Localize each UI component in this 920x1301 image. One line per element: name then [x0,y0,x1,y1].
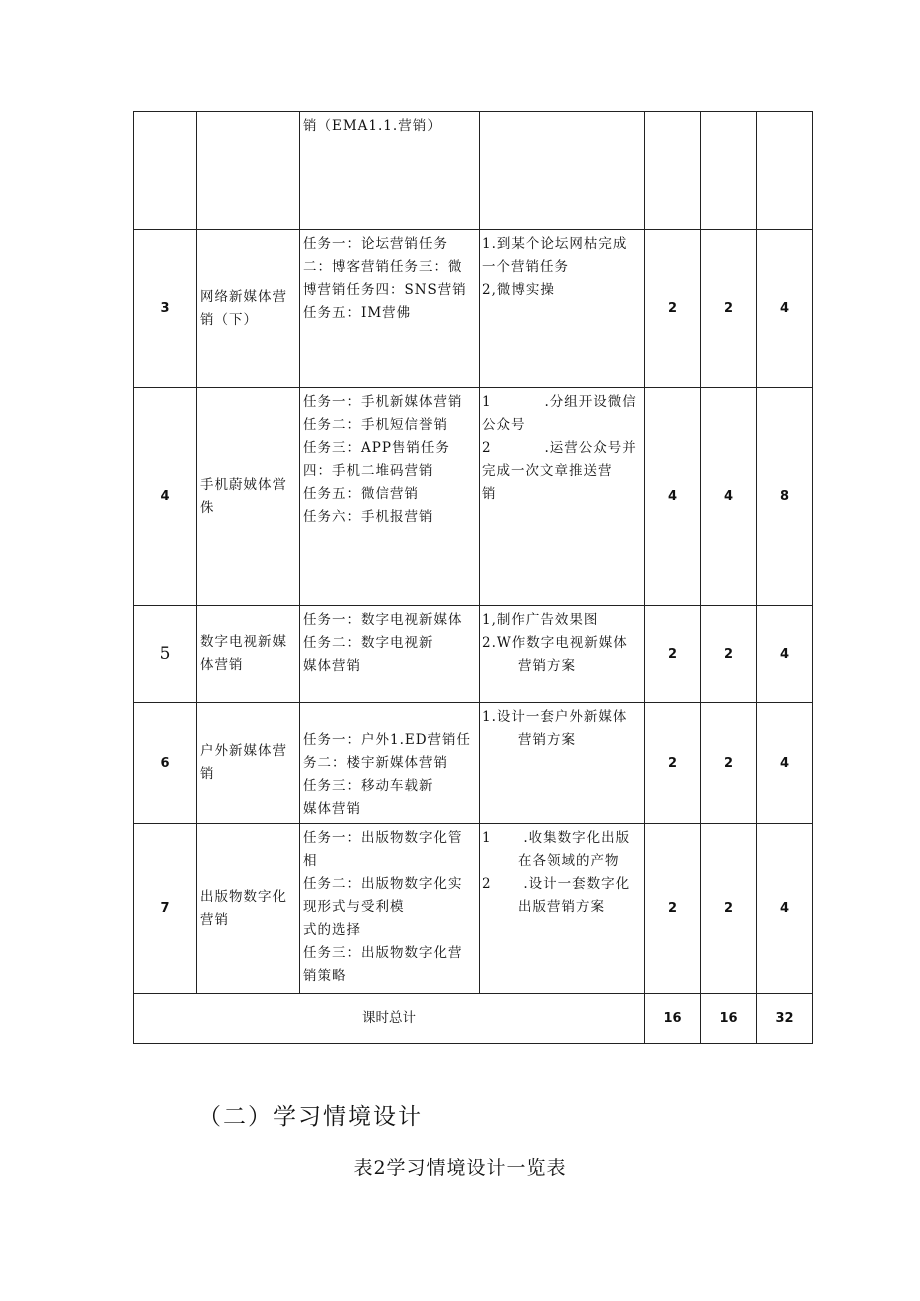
task-line: 任务二：手机短信誉销 [303,417,448,433]
table-row [134,703,813,824]
project-line: 营销方案 [518,732,576,748]
task-line: 任务六：手机报营销 [303,509,434,525]
module-name: 手机蔚娀体営侏 [197,388,300,606]
task-line: 任务五：微信营销 [303,486,419,502]
project-line: 公众号 [482,417,526,433]
project-line: 2.W作数字电视新媒体 [482,635,628,651]
row-number: 7 [134,824,197,994]
project-list [480,388,645,606]
task-line: 式的选择 [303,922,361,938]
task-list [300,824,480,994]
project-line: 销 [482,486,497,502]
project-list [480,230,645,388]
hours-total: 4 [757,230,813,388]
project-line: 1.到某个论坛网枯完成 [482,236,628,252]
hours-practice: 2 [701,230,757,388]
hours-practice [701,112,757,230]
project-line: 在各领域的产物 [518,853,620,869]
hours-total: 4 [757,824,813,994]
row-number: 4 [134,388,197,606]
project-list [480,824,645,994]
hours-total: 4 [757,606,813,703]
task-line: 任务一：论坛营销任务 [303,236,448,252]
total-hours-practice: 16 [701,994,757,1044]
task-line: 任务一：数字电视新媒体 [303,612,463,628]
task-line: 媒体营销 [303,801,361,817]
task-line: 媒体营销 [303,658,361,674]
module-name: 网络新媒体营销（下） [197,230,300,388]
project-list [480,703,645,824]
project-list [480,112,645,230]
hours-total: 8 [757,388,813,606]
task-line: 销（EMA1.1.营销） [303,118,442,134]
task-list [300,112,480,230]
total-label: 课时总计 [134,994,645,1044]
module-name: 数字电视新媒体营销 [197,606,300,703]
total-row [134,994,813,1044]
project-list [480,606,645,703]
project-line: 1 .收集数字化出版 [482,830,631,846]
table-row [134,606,813,703]
task-line: 任务一：出版物数字化管 [303,830,463,846]
row-number: 5 [134,606,197,703]
project-line: 2 .运营公众号并 [482,440,637,456]
hours-total [757,112,813,230]
project-line: 1,制作广告效果图 [482,612,599,628]
project-line: 2,微博实操 [482,282,555,298]
task-line: 任务三：出版物数字化营 [303,945,463,961]
task-line: 现形式与受利模 [303,899,405,915]
module-name: 户外新媒体营销 [197,703,300,824]
table-row [134,388,813,606]
hours-theory: 2 [645,824,701,994]
project-line: 完成一次文章推送营 [482,463,613,479]
hours-total: 4 [757,703,813,824]
task-line: 任务二：出版物数字化实 [303,876,463,892]
table-row [134,230,813,388]
task-list [300,606,480,703]
project-line: 出版营销方案 [518,899,605,915]
task-line: 任务五：IM营佛 [303,305,412,321]
task-line: 任务三：APP售销任务 [303,440,450,456]
project-line: 1 .分组开设微信 [482,394,637,410]
hours-practice: 4 [701,388,757,606]
course-hours-table [133,111,813,1044]
task-line: 二：博客营销任务三：微 [303,259,463,275]
hours-theory: 2 [645,230,701,388]
task-line: 四：手机二堆码营销 [303,463,434,479]
task-line: 博营销任务四：SNS营销 [303,282,467,298]
project-line: 一个营销任务 [482,259,569,275]
table-row [134,112,813,230]
task-line: 务二：楼宇新媒体营销 [303,755,448,771]
task-list [300,703,480,824]
task-line: 任务三：移动车载新 [303,778,434,794]
table-body [134,112,813,1044]
total-hours-all: 32 [757,994,813,1044]
hours-theory: 4 [645,388,701,606]
module-name [197,112,300,230]
task-line: 任务二：数字电视新 [303,635,434,651]
hours-theory: 2 [645,606,701,703]
hours-practice: 2 [701,824,757,994]
task-line: 销策略 [303,968,347,984]
task-list [300,388,480,606]
project-line: 营销方案 [518,658,576,674]
total-hours-theory: 16 [645,994,701,1044]
task-line: 任务一：户外1.ED营销任 [303,732,472,748]
hours-theory [645,112,701,230]
section-heading: （二）学习情境设计 [198,1104,423,1130]
table-row [134,824,813,994]
row-number: 3 [134,230,197,388]
row-number [134,112,197,230]
hours-practice: 2 [701,606,757,703]
task-list [300,230,480,388]
module-name: 出版物数字化营销 [197,824,300,994]
hours-theory: 2 [645,703,701,824]
table-caption: 表2学习情境设计一览表 [353,1157,567,1179]
task-line: 任务一：手机新媒体营销 [303,394,463,410]
hours-practice: 2 [701,703,757,824]
project-line: 2 .设计一套数字化 [482,876,631,892]
project-line: 1.设计一套户外新媒体 [482,709,628,725]
row-number: 6 [134,703,197,824]
task-line: 相 [303,853,318,869]
